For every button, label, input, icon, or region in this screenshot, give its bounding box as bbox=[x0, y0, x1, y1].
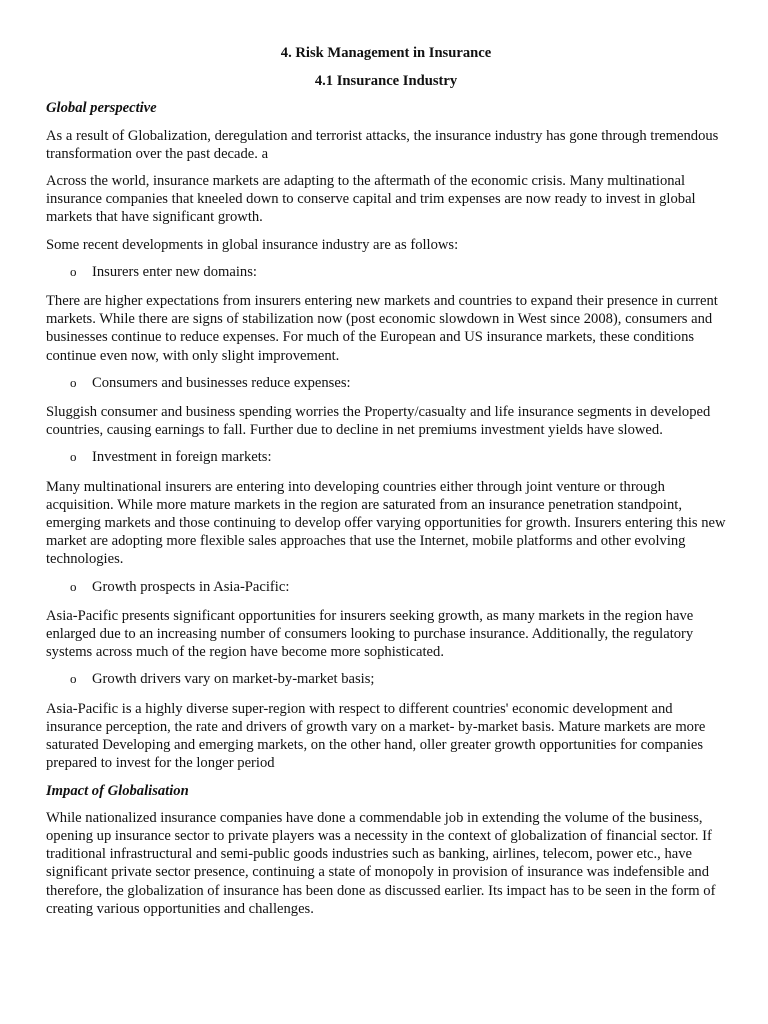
heading-global-perspective: Global perspective bbox=[46, 100, 157, 117]
heading-impact-of-globalisation: Impact of Globalisation bbox=[46, 782, 189, 799]
paragraph-5: Sluggish consumer and business spending worries the Property/casualty and life insurance segments in developed countries, causing earnings to fall. Further due to decline in net premiums investment yields have slowed. bbox=[46, 404, 711, 439]
bullet-item-1 bbox=[46, 263, 726, 281]
bullet-item-5 bbox=[46, 670, 726, 688]
bullet-text: Consumers and businesses reduce expenses: bbox=[92, 374, 351, 391]
paragraph-2: Across the world, insurance markets are adapting to the aftermath of the economic crisis. Many multinational insurance companies that kneeled down to conserve capital and trim expenses are now ready to invest in global markets that have significant growth. bbox=[46, 173, 696, 226]
paragraph-8: Asia-Pacific is a highly diverse super-region with respect to different countries' economic development and insurance perception, the rate and drivers of growth vary on a market- by-market basis. Mature markets are more saturated Developing and emerging markets, on the other hand, oller greater growth opportunities for companies prepared to invest for the longer period bbox=[46, 700, 706, 772]
bullet-text: Investment in foreign markets: bbox=[92, 449, 272, 466]
bullet-text: Growth prospects in Asia-Pacific: bbox=[92, 578, 290, 595]
bullet-marker: o bbox=[70, 671, 77, 687]
bullet-marker: o bbox=[70, 374, 77, 390]
paragraph-1: As a result of Globalization, deregulation and terrorist attacks, the insurance industry has gone through tremendous transformation over the past decade. a bbox=[46, 127, 719, 162]
bullet-item-4 bbox=[46, 578, 726, 596]
bullet-marker: o bbox=[70, 449, 77, 465]
bullet-text: Insurers enter new domains: bbox=[92, 263, 257, 280]
paragraph-6: Many multinational insurers are entering into developing countries either through joint venture or through acquisition. While more mature markets in the region are saturated from an insurance penetration standpoint, emerging markets and those continuing to develop offer varying opportunities for growth. Insurers entering this new market are adopting more flexible sales approaches that use the Internet, mobile platforms and other evolving technologies. bbox=[46, 478, 726, 568]
paragraph-9: While nationalized insurance companies have done a commendable job in extending the volume of the business, opening up insurance sector to private players was a necessity in the context of globalization of financial sector. If traditional infrastructural and semi-public goods industries such as banking, airlines, telecom, power etc., have significant private sector presence, continuing a state of monopoly in provision of insurance was indefensible and therefore, the globalization of insurance has been done as discussed earlier. Its impact has to be seen in the form of creating various opportunities and challenges. bbox=[46, 809, 716, 917]
paragraph-4: There are higher expectations from insurers entering new markets and countries to expand their presence in current markets. While there are signs of stabilization now (post economic slowdown in West since 2008), consumers and businesses continue to reduce expenses. For much of the European and US insurance markets, these conditions continue even now, with only slight improvement. bbox=[46, 293, 718, 364]
bullet-text: Growth drivers vary on market-by-market basis; bbox=[92, 671, 375, 688]
paragraph-3: Some recent developments in global insurance industry are as follows: bbox=[46, 236, 459, 253]
bullet-marker: o bbox=[70, 263, 77, 279]
document-page bbox=[46, 44, 726, 927]
paragraph-7: Asia-Pacific presents significant opportunities for insurers seeking growth, as many markets in the region have enlarged due to an increasing number of consumers looking to purchase insurance. Additionally, the regulatory systems across much of the region have become more sophisticated. bbox=[46, 607, 694, 661]
bullet-marker: o bbox=[70, 578, 77, 594]
bullet-item-2 bbox=[46, 374, 726, 392]
section-subtitle: 4.1 Insurance Industry bbox=[314, 73, 458, 90]
page-title: 4. Risk Management in Insurance bbox=[280, 45, 492, 61]
bullet-item-3 bbox=[46, 448, 726, 466]
